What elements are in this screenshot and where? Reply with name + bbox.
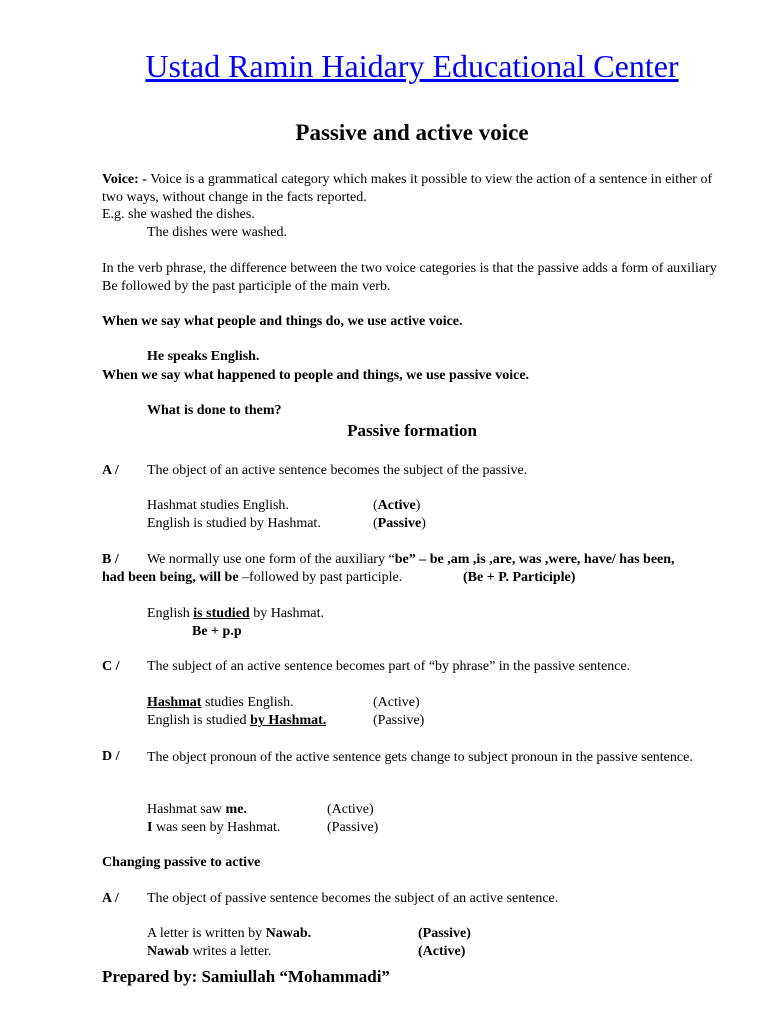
rule-c-text: The subject of an active sentence becomes part of “by phrase” in the passive sentence. xyxy=(147,659,631,674)
tag-close-paren: ) xyxy=(421,516,426,531)
rule-d-text: The object pronoun of the active sentence gets change to subject pronoun in the passive sentence. xyxy=(147,750,693,765)
tag-close-paren: ) xyxy=(415,498,421,513)
rule-b-auxiliaries-2: had been being, will be xyxy=(102,570,239,585)
voice-definition xyxy=(102,171,722,206)
rule-b-example-formula: Be + p.p xyxy=(192,624,242,639)
rule-d-example-1-pre: Hashmat saw xyxy=(147,802,226,817)
changing-example-1-agent: Nawab. xyxy=(265,926,312,941)
document-title: Ustad Ramin Haidary Educational Center xyxy=(145,48,679,84)
voice-label: Voice: - xyxy=(102,172,147,187)
changing-example-1 xyxy=(147,926,311,942)
rule-c-label: C / xyxy=(102,659,120,674)
rule-d-example-1 xyxy=(147,802,247,818)
changing-example-1-pre: A letter is written by xyxy=(147,926,266,941)
voice-text: Voice is a grammatical category which makes it possible to view the action of a sentence in either of two ways, without change in the facts reported. xyxy=(102,172,713,205)
rule-a-example-1: Hashmat studies English. xyxy=(147,498,289,513)
active-voice-example: He speaks English. xyxy=(147,349,260,364)
document-subtitle: Passive and active voice xyxy=(295,120,529,145)
changing-example-2-tag: (Active) xyxy=(418,944,466,959)
rule-b-text-line-2 xyxy=(102,570,402,586)
rule-d-example-2-post: was seen by Hashmat. xyxy=(152,820,281,835)
rule-c-example-2-byphrase: by Hashmat. xyxy=(250,713,327,728)
rule-c-example-1-tag: (Active) xyxy=(373,695,420,710)
rule-a-example-2: English is studied by Hashmat. xyxy=(147,516,321,531)
rule-c-example-1-subject: Hashmat xyxy=(147,695,202,710)
rule-d-example-2 xyxy=(147,820,280,836)
rule-d-example-2-subject: I xyxy=(147,820,153,835)
rule-b-label: B / xyxy=(102,552,119,567)
rule-b-text-line-1 xyxy=(147,552,675,568)
changing-example-2 xyxy=(147,944,271,960)
tag-passive: Passive xyxy=(377,516,422,531)
prepared-by: Prepared by: Samiullah “Mohammadi” xyxy=(102,967,390,986)
passive-voice-rule: When we say what happened to people and things, we use passive voice. xyxy=(102,368,530,383)
active-voice-rule: When we say what people and things do, we use active voice. xyxy=(102,314,463,329)
rule-c-example-1-post: studies English. xyxy=(201,695,294,710)
changing-example-1-tag: (Passive) xyxy=(418,926,471,941)
rule-c-example-2-tag: (Passive) xyxy=(373,713,425,728)
rule-c-example-2-pre: English is studied xyxy=(147,713,251,728)
passive-formation-heading: Passive formation xyxy=(347,421,477,440)
rule-a-example-1-tag xyxy=(373,498,420,514)
changing-a-label: A / xyxy=(102,891,119,906)
tag-open-paren: ( xyxy=(373,498,378,513)
rule-c-example-1 xyxy=(147,695,294,711)
rule-b-example-pre: English xyxy=(147,606,194,621)
tag-active: Active xyxy=(377,498,416,513)
changing-a-text: The object of passive sentence becomes the subject of an active sentence. xyxy=(147,891,559,906)
rule-b-example-verb: is studied xyxy=(193,606,250,621)
example-line-2: The dishes were washed. xyxy=(147,225,287,240)
rule-d-label: D / xyxy=(102,749,120,764)
changing-example-2-subject: Nawab xyxy=(147,944,190,959)
verb-phrase-paragraph: In the verb phrase, the difference between the two voice categories is that the passive adds a form of auxiliary Be followed by the past participle of the main verb. xyxy=(102,261,717,294)
rule-a-example-2-tag xyxy=(373,516,426,532)
rule-c-example-2 xyxy=(147,713,326,729)
rule-d-example-2-tag: (Passive) xyxy=(327,820,379,835)
rule-b-auxiliaries: be” – be ,am ,is ,are, was ,were, have/ has been, xyxy=(394,552,675,567)
rule-b-example-post: by Hashmat. xyxy=(249,606,324,621)
rule-a-text: The object of an active sentence becomes the subject of the passive. xyxy=(147,463,528,478)
rule-b-text-2: –followed by past participle. xyxy=(238,570,403,585)
changing-example-2-post: writes a letter. xyxy=(189,944,272,959)
rule-d-example-1-object: me. xyxy=(225,802,247,817)
rule-b-example xyxy=(147,606,324,622)
passive-voice-example: What is done to them? xyxy=(147,403,282,418)
rule-d-example-1-tag: (Active) xyxy=(327,802,374,817)
rule-b-text-1: We normally use one form of the auxiliary “ xyxy=(147,552,395,567)
example-line: E.g. she washed the dishes. xyxy=(102,207,255,222)
rule-a-label: A / xyxy=(102,463,119,478)
tag-open-paren: ( xyxy=(373,516,378,531)
changing-heading: Changing passive to active xyxy=(102,855,261,870)
rule-b-formula: (Be + P. Participle) xyxy=(463,570,576,585)
